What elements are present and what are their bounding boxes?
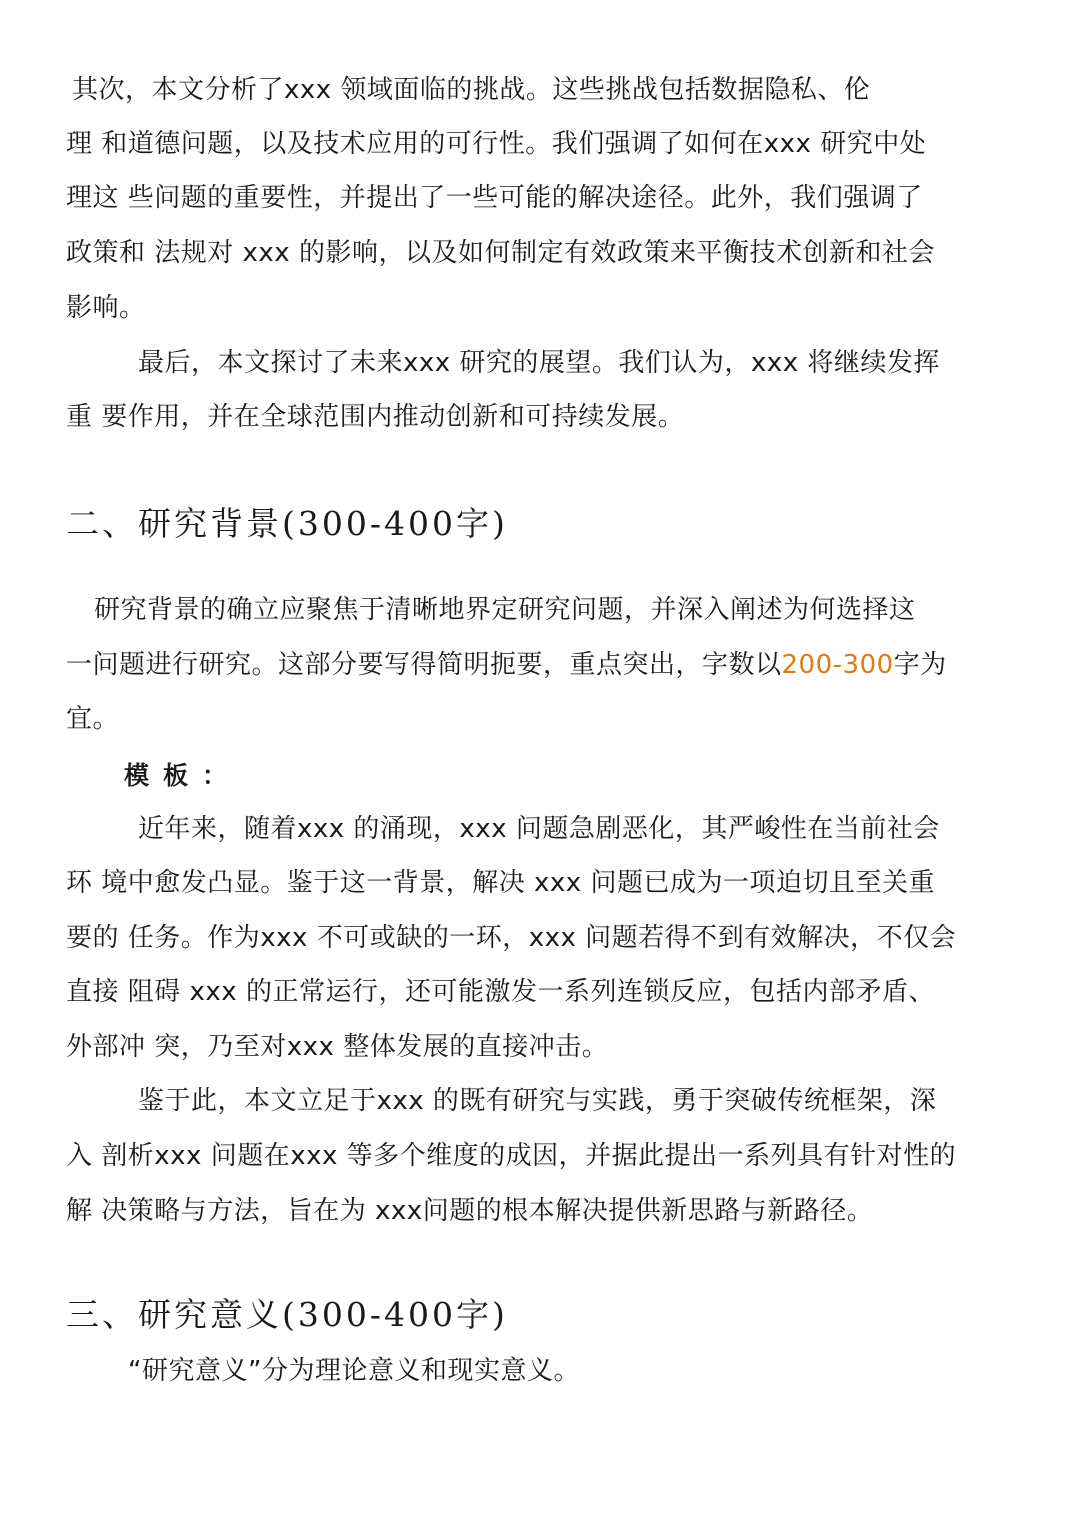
paragraph-line: 政策和 法规对 xxx 的影响，以及如何制定有效政策来平衡技术创新和社会 [66, 238, 935, 268]
word-count-highlight: 200-300 [781, 650, 894, 680]
section-heading-research-significance: 三、研究意义(300-400字) [66, 1295, 508, 1334]
template-line: 鉴于此，本文立足于xxx 的既有研究与实践，勇于突破传统框架，深 [138, 1086, 937, 1116]
template-line: 入 剖析xxx 问题在xxx 等多个维度的成因，并据此提出一系列具有针对性的 [66, 1141, 957, 1171]
template-line: 直接 阻碍 xxx 的正常运行，还可能激发一系列连锁反应，包括内部矛盾、 [66, 977, 935, 1007]
intro-text-tail: 字为 [893, 650, 947, 680]
section-intro-line: “研究意义”分为理论意义和现实意义。 [128, 1356, 580, 1386]
section-intro-line [66, 647, 947, 683]
template-line: 要的 任务。作为xxx 不可或缺的一环，xxx 问题若得不到有效解决，不仅会 [66, 923, 957, 953]
section-intro-line: 研究背景的确立应聚焦于清晰地界定研究问题，并深入阐述为何选择这 [94, 595, 916, 625]
section-intro-line: 宜。 [66, 704, 120, 734]
paragraph-line: 理 和道德问题，以及技术应用的可行性。我们强调了如何在xxx 研究中处 [66, 129, 927, 159]
paragraph-line: 最后，本文探讨了未来xxx 研究的展望。我们认为，xxx 将继续发挥 [138, 348, 940, 378]
template-line: 近年来，随着xxx 的涌现，xxx 问题急剧恶化，其严峻性在当前社会 [138, 814, 940, 844]
paragraph-line: 理这 些问题的重要性，并提出了一些可能的解决途径。此外，我们强调了 [66, 183, 923, 213]
template-line: 外部冲 突，乃至对xxx 整体发展的直接冲击。 [66, 1032, 609, 1062]
template-line: 解 决策略与方法，旨在为 xxx问题的根本解决提供新思路与新路径。 [66, 1196, 874, 1226]
template-line: 环 境中愈发凸显。鉴于这一背景，解决 xxx 问题已成为一项迫切且至关重 [66, 868, 935, 898]
paragraph-line: 其次，本文分析了xxx 领域面临的挑战。这些挑战包括数据隐私、伦 [72, 75, 871, 105]
template-label: 模板： [124, 761, 242, 790]
paragraph-line: 重 要作用，并在全球范围内推动创新和可持续发展。 [66, 402, 685, 432]
intro-text: 一问题进行研究。这部分要写得简明扼要，重点突出，字数以 [66, 650, 782, 680]
section-heading-research-background: 二、研究背景(300-400字) [66, 504, 508, 543]
paragraph-line: 影响。 [66, 293, 146, 323]
